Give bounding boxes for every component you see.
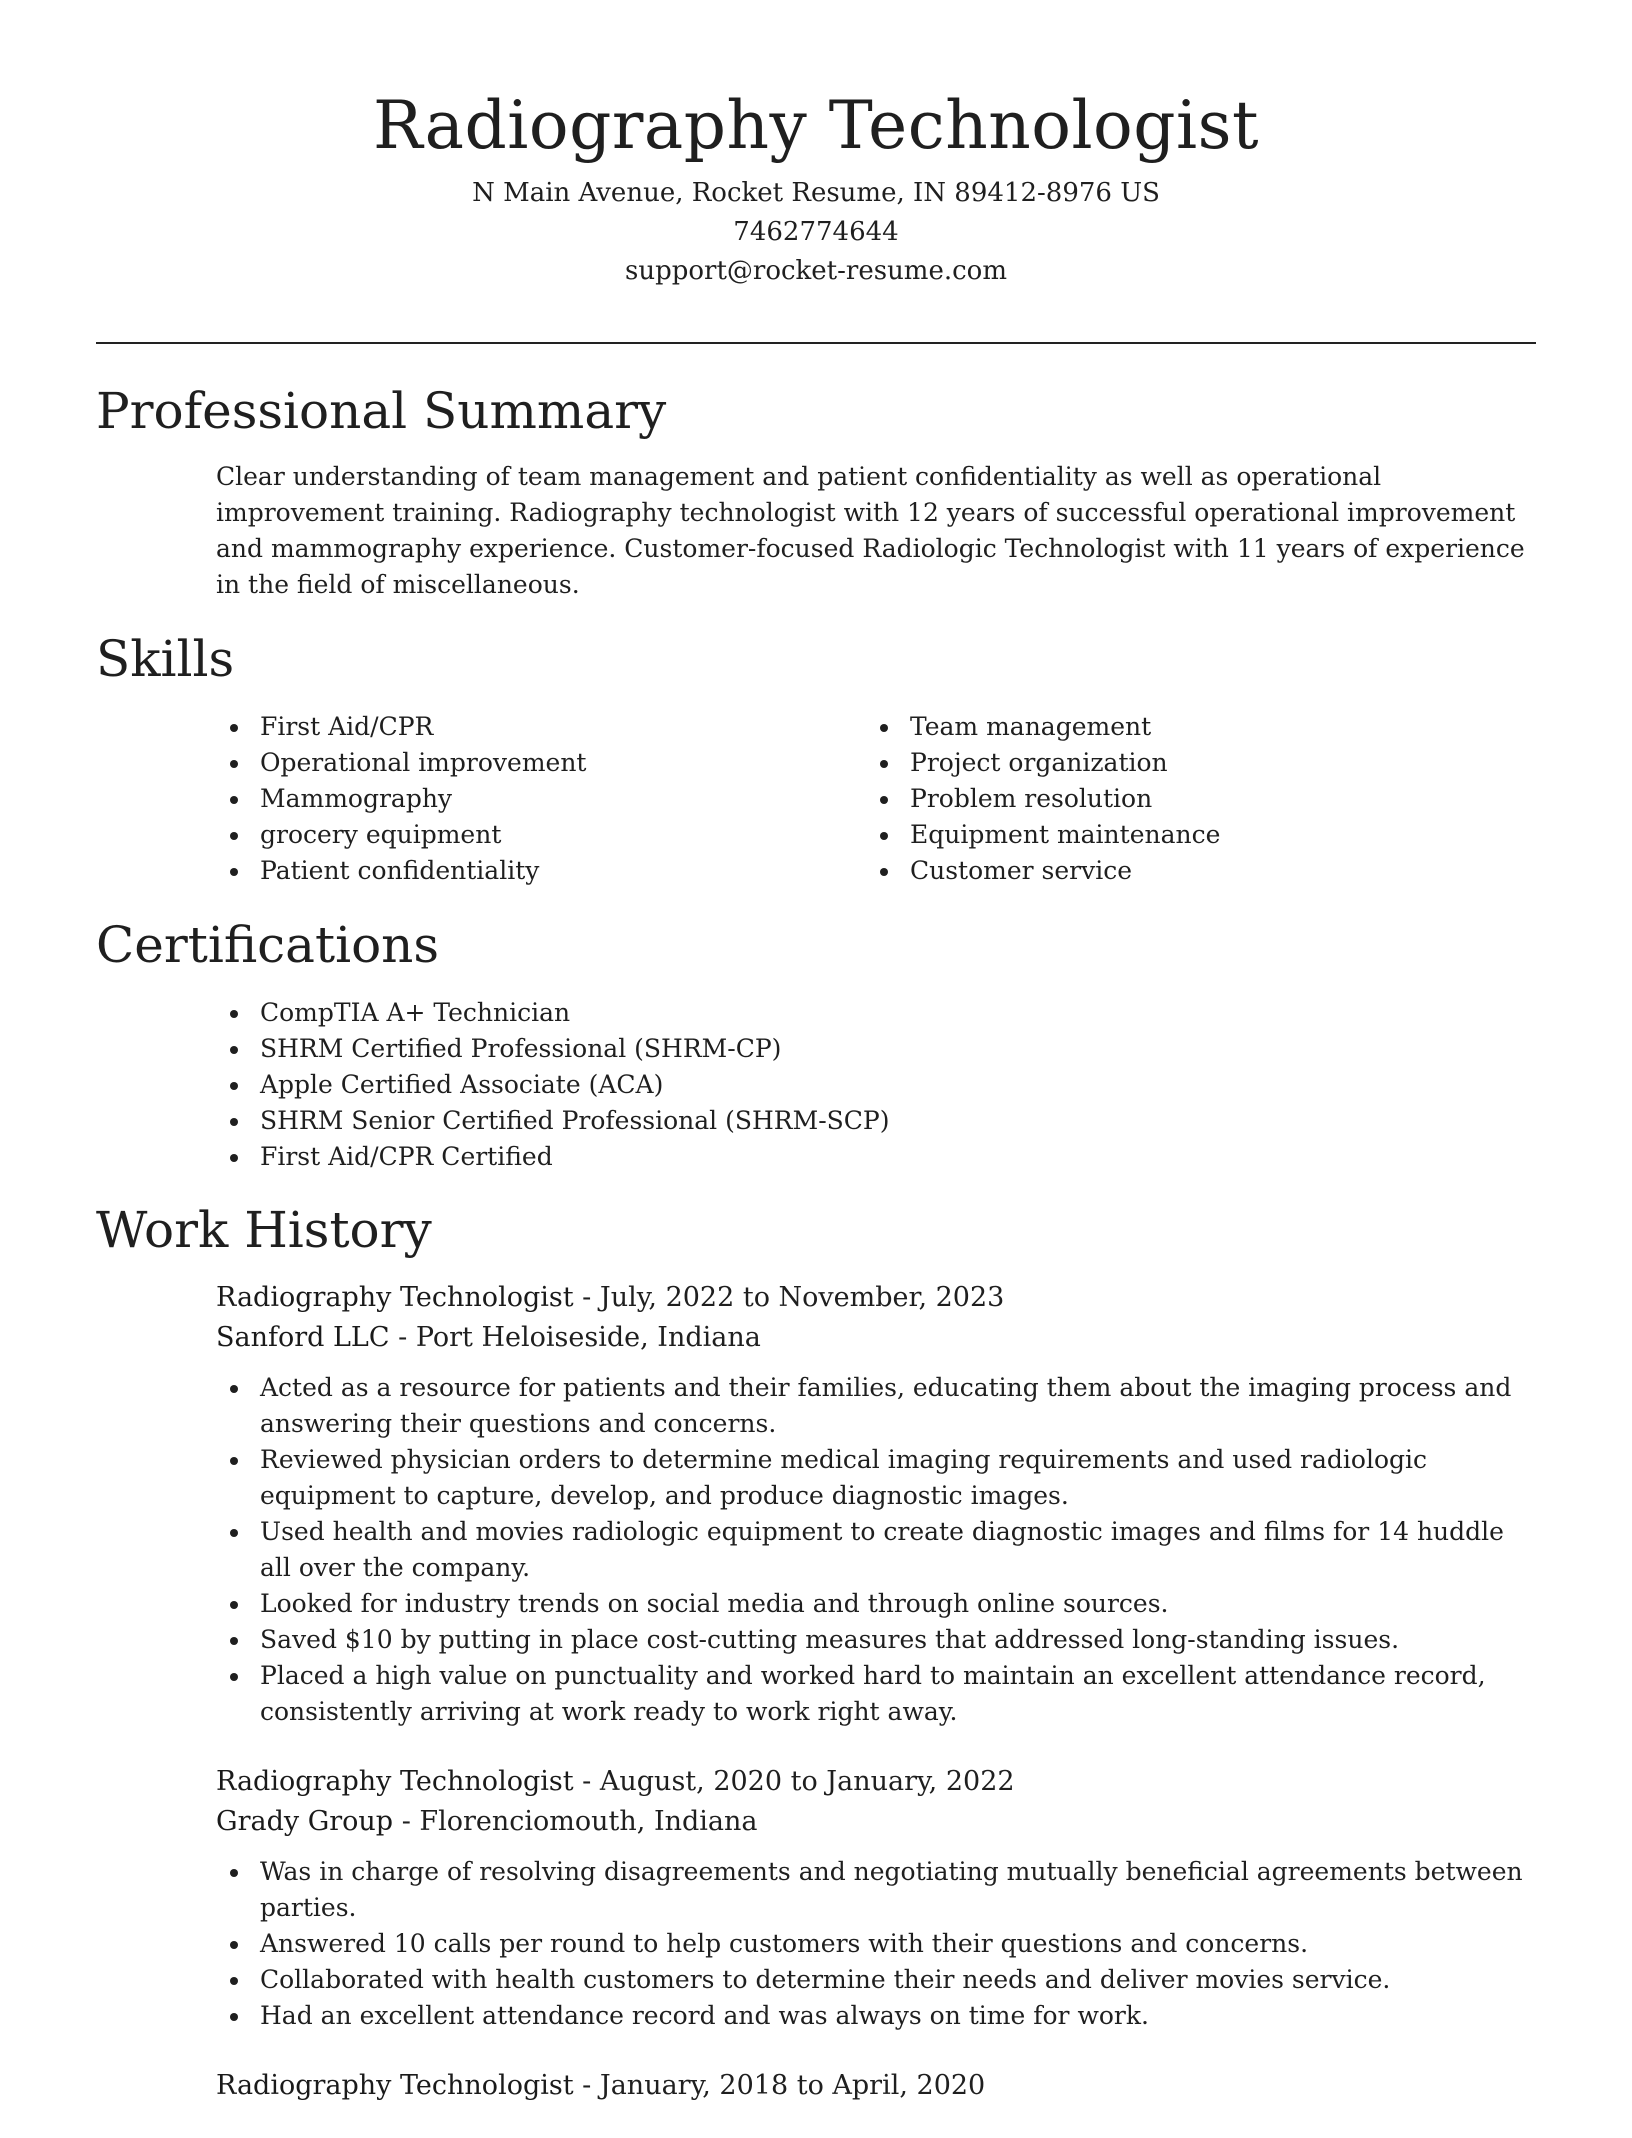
skills-list-left	[216, 709, 866, 889]
summary-body	[216, 459, 1536, 603]
contact-phone: 7462774644	[733, 217, 899, 247]
job-duty: Looked for industry trends on social media and through online sources.	[216, 1586, 1536, 1622]
job-role: Radiography Technologist	[216, 1282, 574, 1313]
skills-list-right	[866, 709, 1516, 889]
job-company-line	[216, 1802, 1536, 1842]
skills-grid	[216, 709, 1536, 889]
job-entry	[216, 1278, 1536, 1730]
contact-info	[0, 174, 1632, 291]
skill-item: Project organization	[866, 745, 1516, 781]
job-company: Sanford LLC	[216, 1322, 390, 1353]
summary-section	[96, 381, 1536, 603]
summary-text: Clear understanding of team management and patient confidentiality as well as operational improvement training. Radiography technologist with 12 years of successful operational improvement and mammography experience. Customer-focused Radiologic Technologist with 11 years of experience in the field of miscellaneous.	[216, 462, 1525, 599]
skill-item: First Aid/CPR	[216, 709, 866, 745]
certification-item: First Aid/CPR Certified	[216, 1139, 1536, 1175]
job-location: - Florenciomouth, Indiana	[393, 1806, 758, 1837]
work-history-section	[96, 1200, 1536, 2138]
job-entry	[216, 1762, 1536, 2034]
section-title-summary: Professional Summary	[96, 382, 667, 440]
candidate-name: Radiography Technologist	[372, 87, 1260, 164]
job-duties-list	[216, 1854, 1536, 2034]
job-duties-list	[216, 1370, 1536, 1730]
job-duty: Saved $10 by putting in place cost-cutting measures that addressed long-standing issues.	[216, 1622, 1536, 1658]
job-duty: Placed a high value on punctuality and worked hard to maintain an excellent attendance record, consistently arriving at work ready to work right away.	[216, 1658, 1536, 1730]
skill-item: Problem resolution	[866, 781, 1516, 817]
skill-item: grocery equipment	[216, 817, 866, 853]
skills-column-left	[216, 709, 866, 889]
skill-item: Team management	[866, 709, 1516, 745]
job-title-line	[216, 1278, 1536, 1318]
job-duty: Was in charge of resolving disagreements and negotiating mutually beneficial agreements between parties.	[216, 1854, 1536, 1926]
job-title-line	[216, 1762, 1536, 1802]
certification-item: CompTIA A+ Technician	[216, 995, 1536, 1031]
contact-address: N Main Avenue, Rocket Resume, IN 89412-8976 US	[472, 178, 1160, 208]
section-title-certifications: Certifications	[96, 916, 440, 974]
skill-item: Customer service	[866, 853, 1516, 889]
job-duty: Answered 10 calls per round to help customers with their questions and concerns.	[216, 1926, 1536, 1962]
skills-column-right	[866, 709, 1516, 889]
certifications-section	[96, 915, 1536, 1175]
job-role: Radiography Technologist	[216, 1766, 574, 1797]
job-role: Radiography Technologist	[216, 2070, 574, 2101]
job-location: - Port Heloiseside, Indiana	[389, 1322, 761, 1353]
skill-item: Mammography	[216, 781, 866, 817]
work-history-body	[216, 1278, 1536, 2106]
job-company: Grady Group	[216, 1806, 394, 1837]
skill-item: Patient confidentiality	[216, 853, 866, 889]
skills-section	[96, 629, 1536, 889]
job-dates: - July, 2022 to November, 2023	[573, 1282, 1005, 1313]
header-divider	[96, 342, 1536, 344]
contact-email: support@rocket-resume.com	[624, 256, 1007, 286]
certifications-list	[216, 995, 1536, 1175]
resume-header	[0, 0, 1632, 291]
skill-item: Equipment maintenance	[866, 817, 1516, 853]
section-title-work-history: Work History	[96, 1201, 432, 1259]
skill-item: Operational improvement	[216, 745, 866, 781]
certification-item: SHRM Senior Certified Professional (SHRM-SCP)	[216, 1103, 1536, 1139]
job-duty: Acted as a resource for patients and their families, educating them about the imaging process and answering their questions and concerns.	[216, 1370, 1536, 1442]
job-duty: Reviewed physician orders to determine medical imaging requirements and used radiologic equipment to capture, develop, and produce diagnostic images.	[216, 1442, 1536, 1514]
job-company-line	[216, 1318, 1536, 1358]
certifications-body	[216, 995, 1536, 1175]
section-title-skills: Skills	[96, 630, 235, 688]
job-title-line	[216, 2066, 1536, 2106]
job-duty: Used health and movies radiologic equipment to create diagnostic images and films for 14 huddle all over the company.	[216, 1514, 1536, 1586]
certification-item: Apple Certified Associate (ACA)	[216, 1067, 1536, 1103]
job-dates: - January, 2018 to April, 2020	[573, 2070, 986, 2101]
certification-item: SHRM Certified Professional (SHRM-CP)	[216, 1031, 1536, 1067]
job-duty: Had an excellent attendance record and was always on time for work.	[216, 1998, 1536, 2034]
job-dates: - August, 2020 to January, 2022	[573, 1766, 1015, 1797]
job-duty: Collaborated with health customers to determine their needs and deliver movies service.	[216, 1962, 1536, 1998]
job-entry	[216, 2066, 1536, 2106]
